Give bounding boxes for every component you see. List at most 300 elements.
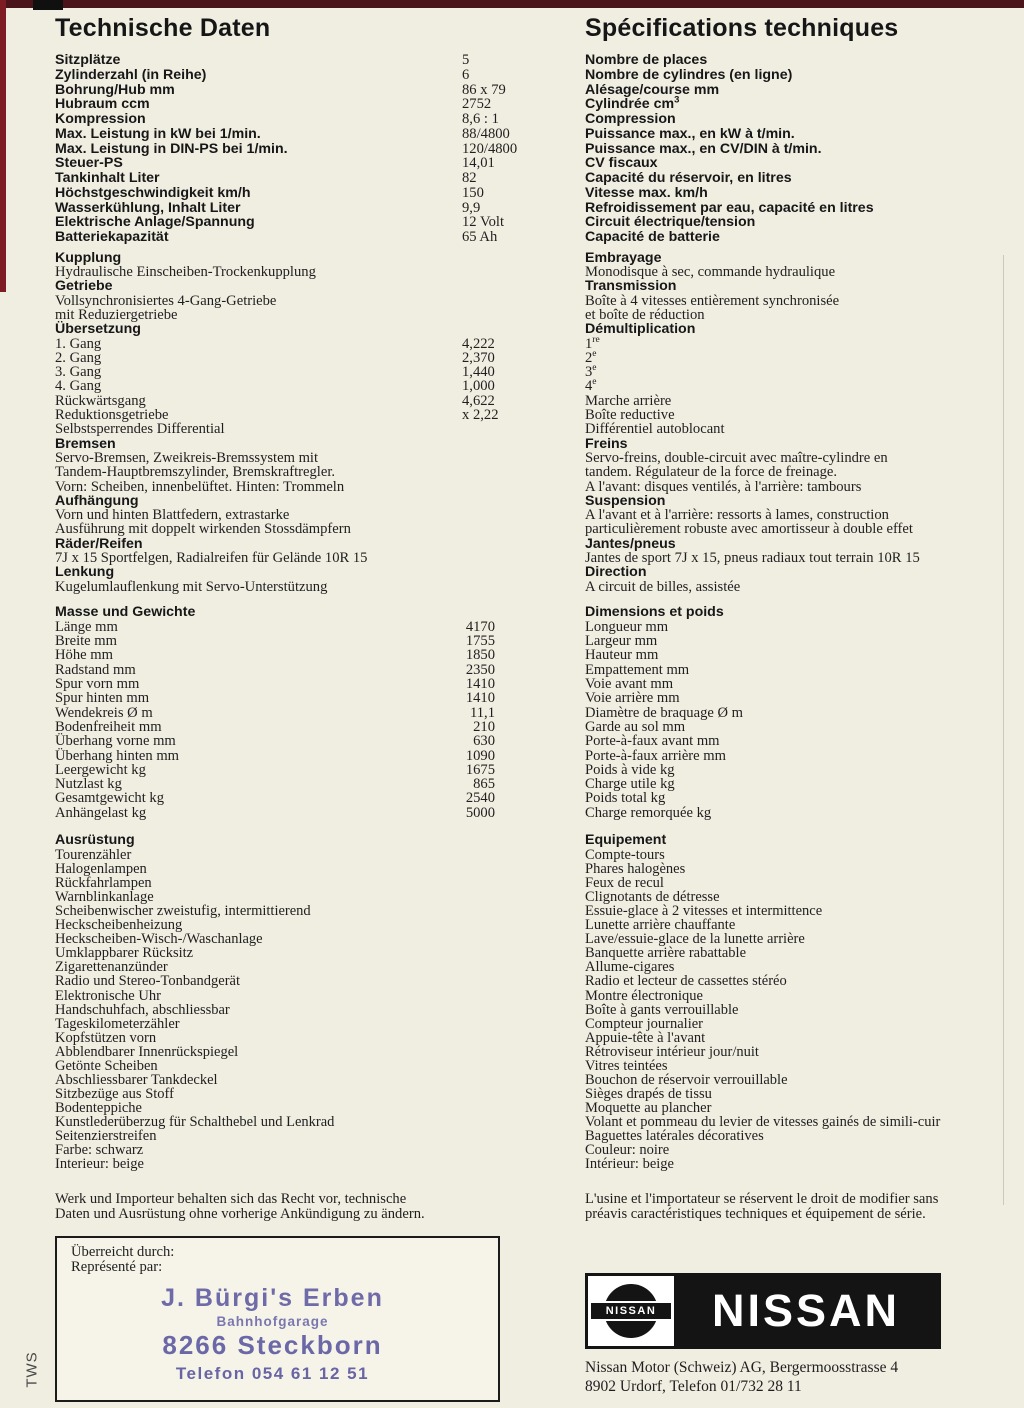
dimension-label-de: Überhang hinten mm [55,747,180,764]
disclaimer-line: Werk und Importeur behalten sich das Recht vor, technische [55,1191,407,1208]
spec-label-fr: Puissance max., en kW à t/min. [585,125,795,142]
equipment-item-de: Farbe: schwarz [55,1142,144,1159]
equipment-item-de: Tageskilometerzähler [55,1015,180,1032]
equipment-item-fr: Clignotants de détresse [585,889,720,906]
section-heading-de: Masse und Gewichte [55,603,196,620]
drivetrain-text-de: Vorn: Scheiben, innenbelüftet. Hinten: Trommeln [55,478,345,495]
section-heading-fr: Dimensions et poids [585,603,724,620]
dimension-label-fr: Poids total kg [585,790,666,807]
drivetrain-row [55,379,1002,393]
spacer [462,989,585,1003]
equipment-item-fr: Lunette arrière chauffante [585,917,736,934]
section-heading-fr: Equipement [585,832,667,849]
spec-label-de: Batteriekapazität [55,229,169,245]
drivetrain-text-fr: Freins [585,435,628,452]
drivetrain-value: 4,622 [462,392,495,409]
equipment-item-fr: Radio et lecteur de cassettes stéréo [585,973,787,990]
equipment-item-de: Heckscheiben-Wisch-/Waschanlage [55,931,263,948]
dealer-intro-de: Überreicht durch: [71,1243,175,1260]
equipment-item-de: Heckscheibenheizung [55,917,183,934]
spacer [462,1129,585,1143]
spec-label-fr: Nombre de cylindres (en ligne) [585,66,793,83]
equipment-row [55,1073,1002,1087]
drivetrain-row [55,265,1002,279]
spec-label-de: Bohrung/Hub mm [55,81,175,98]
drivetrain-text-fr: A l'avant et à l'arrière: ressorts à lames, construction [585,507,889,524]
equipment-item-de: Elektronische Uhr [55,987,161,1004]
spec-value: 88/4800 [462,125,510,142]
spec-label-fr: Refroidissement par eau, capacité en litres [585,199,874,216]
dimension-label-fr: Largeur mm [585,633,658,650]
spec-value: 82 [462,170,477,186]
dimension-label-de: Nutzlast kg [55,776,122,793]
spec-label-de: Hubraum ccm [55,96,150,113]
drivetrain-text-de: Ausführung mit doppelt wirkenden Stossdämpfern [55,521,351,538]
drivetrain-row [55,580,1002,594]
spacer [462,862,585,876]
drivetrain-text-fr: Démultiplication [585,321,696,338]
equipment-row [55,848,1002,862]
dimension-row [55,677,1002,691]
drivetrain-text-fr: Boîte reductive [585,407,675,424]
nissan-emblem-bar [589,1301,673,1321]
dimension-label-fr: Hauteur mm [585,647,659,664]
spec-label-fr: Alésage/course mm [585,81,720,98]
equipment-item-fr: Montre électronique [585,987,703,1004]
equipment-item-fr: Feux de recul [585,875,664,892]
equipment-row [55,960,1002,974]
dimension-value: 1090 [465,747,495,764]
spec-row [55,127,1002,142]
drivetrain-row [55,394,1002,408]
drivetrain-value [462,522,585,536]
dimension-value: 1675 [465,761,495,778]
spec-value: 6 [462,66,470,83]
spec-row [55,186,1002,201]
equipment-item-de: Warnblinkanlage [55,889,154,906]
dimension-label-de: Leergewicht kg [55,761,146,778]
spacer [462,1003,585,1017]
footer-right [540,1192,1002,1401]
equipment-item-de: Scheibenwischer zweistufig, intermittierend [55,903,311,920]
drivetrain-text-fr: 2e [585,348,597,366]
spacer [462,848,585,862]
equipment-item-fr: Volant et pommeau du levier de vitesses gainés de simili-cuir [585,1113,941,1130]
top-edge-black-tab [33,0,63,10]
dimension-row [55,620,1002,634]
drivetrain-text-de: 3. Gang [55,364,102,381]
drivetrain-text-de: Selbstsperrendes Differential [55,421,225,438]
dimension-label-de: Spur vorn mm [55,676,140,693]
drivetrain-row [55,365,1002,379]
spec-label-fr: Capacité de batterie [585,229,720,245]
drivetrain-text-de: Bremsen [55,435,116,452]
spacer [462,932,585,946]
drivetrain-text-fr: Servo-freins, double-circuit avec maître-cylindre en [585,449,888,466]
drivetrain-text-de: Hydraulische Einscheiben-Trockenkupplung [55,264,316,281]
equipment-row [55,974,1002,988]
disclaimer-de [55,1192,540,1222]
spec-label-de: Höchstgeschwindigkeit km/h [55,184,251,201]
drivetrain-text-de: Vorn und hinten Blattfedern, extrastarke [55,507,290,524]
spec-label-fr: Nombre de places [585,52,708,68]
spec-label-fr: Compression [585,111,676,127]
equipment-rows [55,848,1002,1171]
page-title-de: Technische Daten [55,14,271,42]
drivetrain-text-de: Räder/Reifen [55,535,143,552]
dimension-row [55,706,1002,720]
spacer [462,1115,585,1129]
drivetrain-text-fr: 1re [585,334,600,352]
drivetrain-value [462,537,585,551]
drivetrain-text-de: Tandem-Hauptbremszylinder, Bremskraftregler. [55,464,336,481]
equipment-item-de: Kopfstützen vorn [55,1029,157,1046]
spec-value: 8,6 : 1 [462,111,499,127]
drivetrain-row [55,522,1002,536]
drivetrain-row [55,437,1002,451]
drivetrain-row [55,422,1002,436]
equipment-row [55,1101,1002,1115]
address-line: Nissan Motor (Schweiz) AG, Bergermoosstrasse 4 [585,1358,899,1376]
drivetrain-section [0,251,1024,594]
drivetrain-row [55,408,1002,422]
dimension-value: 1850 [465,647,495,664]
spec-value: 12 Volt [462,214,505,231]
dimension-label-fr: Charge utile kg [585,776,675,793]
address-line: 8902 Urdorf, Telefon 01/732 28 11 [585,1377,802,1395]
spec-value: 150 [462,184,484,201]
equipment-item-fr: Compteur journalier [585,1015,703,1032]
spacer [462,833,585,848]
spec-row [55,83,1002,98]
dimension-row [55,648,1002,662]
spec-value: 14,01 [462,155,495,172]
equipment-row [55,989,1002,1003]
equipment-row [55,1087,1002,1101]
page-title-fr: Spécifications techniques [585,14,899,42]
drivetrain-row [55,334,1002,352]
equipment-item-fr: Vitres teintées [585,1057,668,1074]
spec-row [55,142,1002,157]
dimension-row [55,691,1002,705]
dimension-row [55,763,1002,777]
spec-label-de: Tankinhalt Liter [55,170,160,186]
dimension-label-fr: Porte-à-faux avant mm [585,733,720,750]
equipment-row [55,904,1002,918]
titles-row [0,14,1024,43]
dealer-name: J. Bürgi's Erben [161,1283,384,1312]
spacer [462,1143,585,1157]
equipment-item-fr: Couleur: noire [585,1142,670,1159]
drivetrain-text-fr: 3e [585,363,597,381]
dimension-row [55,806,1002,820]
disclaimer-line: L'usine et l'importateur se réservent le droit de modifier sans [585,1191,939,1208]
drivetrain-text-de: Kupplung [55,249,122,266]
drivetrain-value: 2,370 [462,349,495,366]
dimension-label-de: Länge mm [55,618,118,635]
drivetrain-text-de: 7J x 15 Sportfelgen, Radialreifen für Gelände 10R 15 [55,549,368,566]
drivetrain-row [55,565,1002,579]
dimension-label-fr: Diamètre de braquage Ø m [585,704,744,721]
equipment-item-fr: Sièges drapés de tissu [585,1085,712,1102]
dealer-city: 8266 Steckborn [162,1329,383,1360]
drivetrain-text-fr: Transmission [585,278,677,295]
equipment-item-de: Seitenzierstreifen [55,1127,157,1144]
drivetrain-text-fr: Différentiel autoblocant [585,421,725,438]
equipment-item-fr: Banquette arrière rabattable [585,945,747,962]
spacer [462,1031,585,1045]
dimension-label-de: Gesamtgewicht kg [55,790,165,807]
drivetrain-text-fr: A l'avant: disques ventilés, à l'arrière: tambours [585,478,862,495]
top-specs-section [0,53,1024,245]
dealer-phone: Telefon 054 61 12 51 [175,1363,370,1383]
top-edge-bar [0,0,1024,8]
equipment-row [55,1045,1002,1059]
spec-label-de: Max. Leistung in kW bei 1/min. [55,125,261,142]
spec-row [55,94,1002,113]
drivetrain-text-de: Rückwärtsgang [55,392,146,409]
drivetrain-text-fr: et boîte de réduction [585,306,705,323]
drivetrain-row [55,294,1002,308]
drivetrain-text-fr: Monodisque à sec, commande hydraulique [585,264,836,281]
drivetrain-text-fr: A circuit de billes, assistée [585,578,741,595]
equipment-item-fr: Baguettes latérales décoratives [585,1127,764,1144]
spacer [462,946,585,960]
spec-value: 120/4800 [462,140,518,157]
drivetrain-row [55,494,1002,508]
equipment-item-de: Umklappbarer Rücksitz [55,945,194,962]
footer [0,1192,1024,1401]
dimension-value: 2350 [465,661,495,678]
equipment-row [55,1115,1002,1129]
spacer [462,1059,585,1073]
drivetrain-row [55,308,1002,322]
drivetrain-text-fr: Direction [585,564,647,581]
spacer [462,960,585,974]
dimension-label-fr: Voie avant mm [585,676,674,693]
dimension-row [55,777,1002,791]
equipment-item-fr: Compte-tours [585,847,665,864]
dimension-row [55,720,1002,734]
spec-value: 86 x 79 [462,81,506,98]
drivetrain-text-fr: Embrayage [585,249,662,266]
dimension-label-fr: Empattement mm [585,661,690,678]
dimension-value: 630 [473,733,495,750]
equipment-row [55,1157,1002,1171]
equipment-row [55,1031,1002,1045]
equipment-row [55,1143,1002,1157]
equipment-row [55,876,1002,890]
spacer [462,1087,585,1101]
drivetrain-value [462,265,585,279]
equipment-item-de: Sitzbezüge aus Stoff [55,1085,174,1102]
spec-label-fr: Capacité du réservoir, en litres [585,170,792,186]
spec-row [55,215,1002,230]
drivetrain-text-de: 4. Gang [55,378,102,395]
print-code: TWS [23,1351,41,1388]
drivetrain-value: x 2,22 [462,407,499,424]
drivetrain-text-fr: Jantes/pneus [585,535,676,552]
spacer [462,1073,585,1087]
equipment-item-de: Kunstlederüberzug für Schalthebel und Lenkrad [55,1113,335,1130]
spec-label-fr: Puissance max., en CV/DIN à t/min. [585,140,822,157]
equipment-item-de: Abblendbarer Innenrückspiegel [55,1043,239,1060]
spec-row [55,230,1002,245]
dimension-row [55,634,1002,648]
dimension-label-de: Höhe mm [55,647,113,664]
drivetrain-text-fr: particulièrement robuste avec amortisseur à double effet [585,521,913,538]
equipment-row [55,946,1002,960]
spec-label-de: Wasserkühlung, Inhalt Liter [55,199,241,216]
drivetrain-text-de: Lenkung [55,564,115,581]
drivetrain-row [55,508,1002,522]
drivetrain-text-de: Aufhängung [55,492,139,509]
dimension-label-fr: Charge remorquée kg [585,804,712,821]
dimension-label-fr: Poids à vide kg [585,761,675,778]
drivetrain-row [55,480,1002,494]
spacer [462,904,585,918]
drivetrain-value [462,508,585,522]
dimension-value: 2540 [465,790,495,807]
spec-value: 5 [462,52,470,68]
page-content [0,14,1024,1402]
spec-label-fr: Vitesse max. km/h [585,184,708,201]
spacer [462,605,585,620]
spec-value: 9,9 [462,199,481,216]
equipment-item-de: Halogenlampen [55,861,147,878]
equipment-row [55,918,1002,932]
drivetrain-text-fr: 4e [585,377,597,395]
dimension-label-de: Breite mm [55,633,118,650]
dimension-label-de: Überhang vorne mm [55,733,176,750]
dimension-value: 1410 [465,690,495,707]
equipment-item-de: Getönte Scheiben [55,1057,158,1074]
drivetrain-row [55,537,1002,551]
equipment-item-de: Rückfahrlampen [55,875,152,892]
drivetrain-value [462,437,585,451]
drivetrain-value [462,322,585,336]
drivetrain-text-de: Vollsynchronisiertes 4-Gang-Getriebe [55,292,277,309]
disclaimer-line: Daten und Ausrüstung ohne vorherige Ankündigung zu ändern. [55,1206,425,1223]
equipment-row [55,862,1002,876]
drivetrain-text-de: Servo-Bremsen, Zweikreis-Bremssystem mit [55,449,319,466]
dimensions-rows [55,620,1002,820]
spec-row [55,112,1002,127]
drivetrain-value [462,551,585,565]
equipment-item-fr: Phares halogènes [585,861,686,878]
dealer-stamp [71,1284,498,1384]
nissan-wordmark: NISSAN [711,1284,901,1336]
drivetrain-value [462,451,585,465]
spacer [462,1101,585,1115]
drivetrain-row [55,348,1002,366]
drivetrain-value [462,422,585,436]
dimension-label-fr: Longueur mm [585,618,669,635]
equipment-item-de: Interieur: beige [55,1156,144,1173]
spec-value: 2752 [462,96,492,113]
drivetrain-value [462,465,585,479]
dimension-label-de: Bodenfreiheit mm [55,718,162,735]
dimension-value: 11,1 [470,704,495,721]
spec-label-de: Max. Leistung in DIN-PS bei 1/min. [55,140,288,157]
disclaimer-fr [585,1192,1002,1222]
drivetrain-text-fr: tandem. Régulateur de la force de freinage. [585,464,838,481]
drivetrain-value: 4,222 [462,335,495,352]
dimension-row [55,791,1002,805]
drivetrain-text-fr: Marche arrière [585,392,672,409]
section-heading-de: Ausrüstung [55,832,135,849]
drivetrain-value: 1,440 [462,364,495,381]
drivetrain-value [462,480,585,494]
nissan-emblem-text: NISSAN [605,1304,657,1317]
drivetrain-text-de: Reduktionsgetriebe [55,407,169,424]
equipment-row [55,1129,1002,1143]
dimensions-section [0,605,1024,820]
footer-left [55,1192,540,1401]
dealer-garage: Bahnhofgarage [216,1313,329,1329]
spec-row [55,171,1002,186]
spec-label-de: Elektrische Anlage/Spannung [55,214,255,231]
equipment-item-de: Abschliessbarer Tankdeckel [55,1071,218,1088]
drivetrain-text-de: mit Reduziergetriebe [55,306,178,323]
spec-label-de: Kompression [55,111,146,127]
spec-row [55,68,1002,83]
spacer [462,974,585,988]
drivetrain-text-de: Getriebe [55,278,113,295]
dimension-value: 4170 [465,618,495,635]
dimension-label-de: Radstand mm [55,661,136,678]
equipment-row [55,890,1002,904]
spec-label-de: Sitzplätze [55,52,121,68]
dimension-value: 210 [473,718,495,735]
dimension-label-de: Spur hinten mm [55,690,150,707]
equipment-item-de: Bodenteppiche [55,1099,142,1116]
spec-label-de: Zylinderzahl (in Reihe) [55,66,207,83]
drivetrain-row [55,465,1002,479]
equipment-section [0,833,1024,1171]
spacer [462,1045,585,1059]
drivetrain-text-fr: Suspension [585,492,666,509]
equipment-item-fr: Appuie-tête à l'avant [585,1029,706,1046]
dimension-label-de: Anhängelast kg [55,804,147,821]
spacer [462,1157,585,1171]
equipment-item-fr: Boîte à gants verrouillable [585,1001,739,1018]
drivetrain-row [55,322,1002,336]
dimension-value: 865 [473,776,495,793]
nissan-address [585,1358,1002,1396]
spacer [462,918,585,932]
dimension-label-fr: Porte-à-faux arrière mm [585,747,726,764]
equipment-row [55,1003,1002,1017]
dimension-label-de: Wendekreis Ø m [55,704,153,721]
drivetrain-text-de: Kugelumlauflenkung mit Servo-Unterstützung [55,578,328,595]
equipment-row [55,932,1002,946]
disclaimer-line: préavis caractéristiques techniques et équipement de série. [585,1206,926,1223]
spec-label-fr: Circuit électrique/tension [585,214,756,231]
drivetrain-text-de: Übersetzung [55,321,141,338]
equipment-item-fr: Bouchon de réservoir verrouillable [585,1071,788,1088]
drivetrain-text-de: 1. Gang [55,335,102,352]
dimension-label-fr: Voie arrière mm [585,690,680,707]
drivetrain-row [55,251,1002,265]
dealer-stamp-box [55,1236,500,1402]
equipment-item-fr: Rétroviseur intérieur jour/nuit [585,1043,759,1060]
drivetrain-value [462,251,585,265]
equipment-row [55,1059,1002,1073]
dealer-intro-fr: Représenté par: [71,1259,163,1276]
spec-label-de: Steuer-PS [55,155,123,172]
spacer [462,1017,585,1031]
